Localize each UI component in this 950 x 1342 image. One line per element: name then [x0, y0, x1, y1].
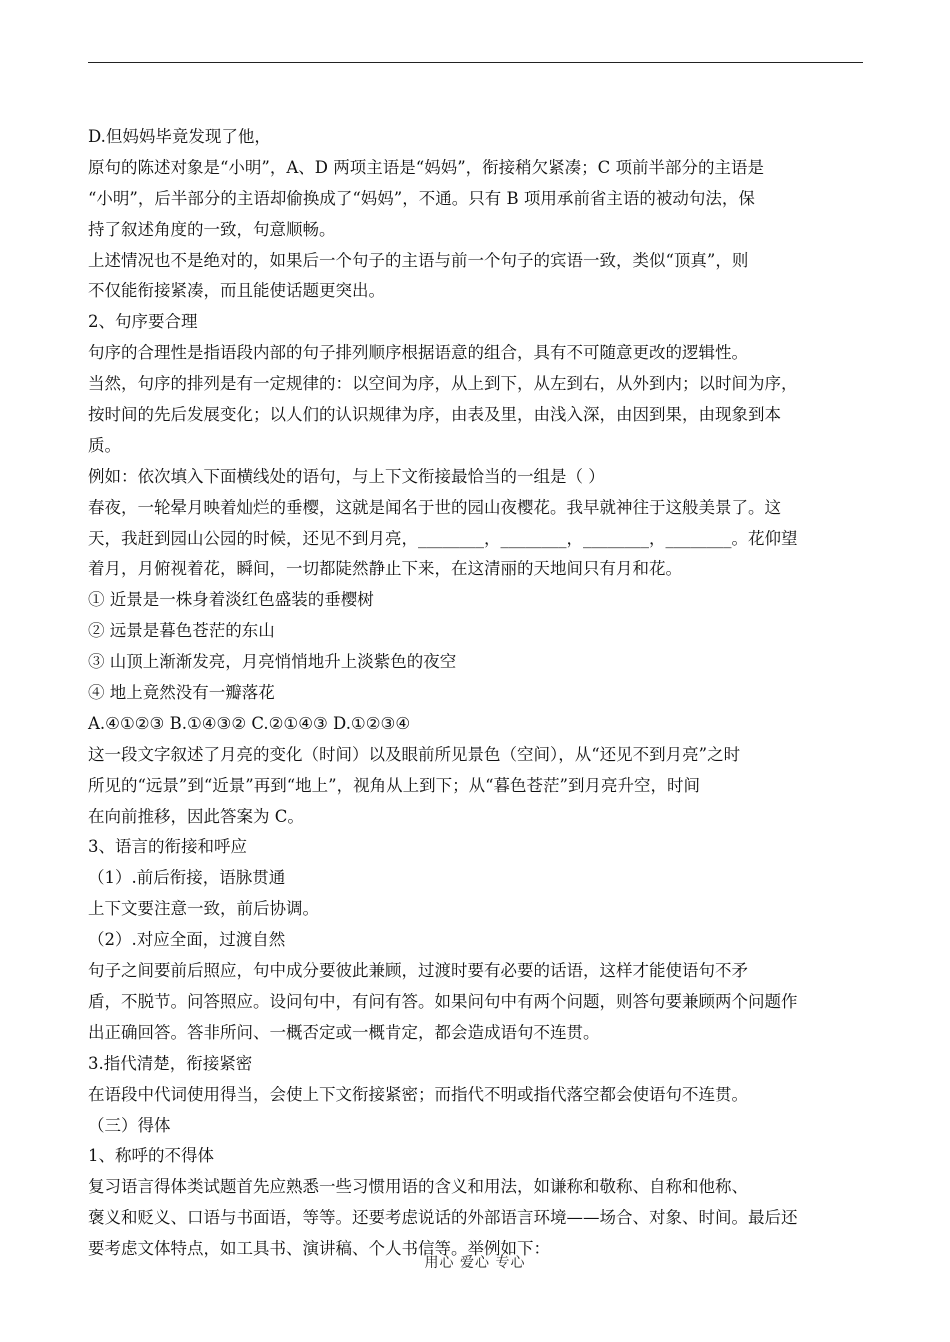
text-line: 句子之间要前后照应，句中成分要彼此兼顾，过渡时要有必要的话语，这样才能使语句不矛 [88, 961, 748, 981]
text-line: 按时间的先后发展变化；以人们的认识规律为序，由表及里，由浅入深，由因到果，由现象到本 [88, 405, 781, 425]
text-line: 在向前推移，因此答案为 C。 [88, 806, 304, 826]
text-line: 1、称呼的不得体 [88, 1146, 214, 1166]
text-line: D.但妈妈毕竟发现了他， [88, 127, 271, 146]
text-line: （1）.前后衔接，语脉贯通 [88, 868, 286, 888]
text-line: 要考虑文体特点，如工具书、演讲稿、个人书信等。举例如下： [88, 1239, 550, 1259]
text-line: （2）.对应全面，过渡自然 [88, 930, 286, 950]
text-line: 3、语言的衔接和呼应 [88, 837, 247, 857]
text-line: 上下文要注意一致，前后协调。 [88, 899, 319, 919]
header-rule [88, 62, 863, 63]
text-line: 这一段文字叙述了月亮的变化（时间）以及眼前所见景色（空间），从“还见不到月亮”之时 [88, 744, 741, 764]
text-line: 持了叙述角度的一致，句意顺畅。 [88, 219, 336, 239]
text-line: （三）得体 [88, 1115, 171, 1135]
text-line: 3.指代清楚，衔接紧密 [88, 1053, 253, 1073]
document-body [88, 122, 868, 1265]
text-line: 在语段中代词使用得当，会使上下文衔接紧密；而指代不明或指代落空都会使语句不连贯。 [88, 1084, 748, 1104]
text-line: “小明”，后半部分的主语却偷换成了“妈妈”，不通。只有 B 项用承前省主语的被动句法，保 [88, 188, 755, 208]
text-line: 复习语言得体类试题首先应熟悉一些习惯用语的含义和用法，如谦称和敬称、自称和他称、 [88, 1177, 748, 1197]
text-line: 春夜，一轮晕月映着灿烂的垂樱，这就是闻名于世的园山夜樱花。我早就神往于这般美景了。这 [88, 497, 781, 517]
text-line: A.④①②③ B.①④③② C.②①④③ D.①②③④ [88, 713, 411, 733]
text-line: 褒义和贬义、口语与书面语，等等。还要考虑说话的外部语言环境——场合、对象、时间。最后还 [88, 1208, 798, 1228]
text-line: ② 远景是暮色苍茫的东山 [88, 621, 275, 641]
page-footer: 用心 爱心 专心 [424, 1255, 526, 1271]
text-line: 原句的陈述对象是“小明”，A、D 两项主语是“妈妈”，衔接稍欠紧凑；C 项前半部分的主语是 [88, 157, 765, 177]
text-line: 着月，月俯视着花，瞬间，一切都陡然静止下来，在这清丽的天地间只有月和花。 [88, 559, 682, 579]
text-line: 质。 [88, 435, 121, 455]
text-line: 句序的合理性是指语段内部的句子排列顺序根据语意的组合，具有不可随意更改的逻辑性。 [88, 343, 748, 363]
text-line: 2、句序要合理 [88, 312, 198, 332]
text-line: ① 近景是一株身着淡红色盛装的垂樱树 [88, 590, 374, 610]
text-line: 上述情况也不是绝对的，如果后一个句子的主语与前一个句子的宾语一致，类似“顶真”，则 [88, 250, 749, 270]
text-line: 出正确回答。答非所问、一概否定或一概肯定，都会造成语句不连贯。 [88, 1022, 600, 1042]
text-line: 所见的“远景”到“近景”再到“地上”，视角从上到下；从“暮色苍茫”到月亮升空，时间 [88, 775, 700, 795]
text-line: 盾，不脱节。问答照应。设问句中，有问有答。如果问句中有两个问题，则答句要兼顾两个问题作 [88, 991, 798, 1011]
text-line: 不仅能衔接紧凑，而且能使话题更突出。 [88, 281, 385, 301]
text-line: 天，我赶到园山公园的时候，还见不到月亮，________，________，________，________。花仰望 [88, 528, 798, 548]
text-line: 例如：依次填入下面横线处的语句，与上下文衔接最恰当的一组是（ ） [88, 466, 605, 486]
text-line: ④ 地上竟然没有一瓣落花 [88, 683, 275, 703]
text-line: ③ 山顶上渐渐发亮，月亮悄悄地升上淡紫色的夜空 [88, 652, 457, 672]
text-line: 当然，句序的排列是有一定规律的：以空间为序，从上到下，从左到右，从外到内；以时间为序， [88, 374, 798, 394]
